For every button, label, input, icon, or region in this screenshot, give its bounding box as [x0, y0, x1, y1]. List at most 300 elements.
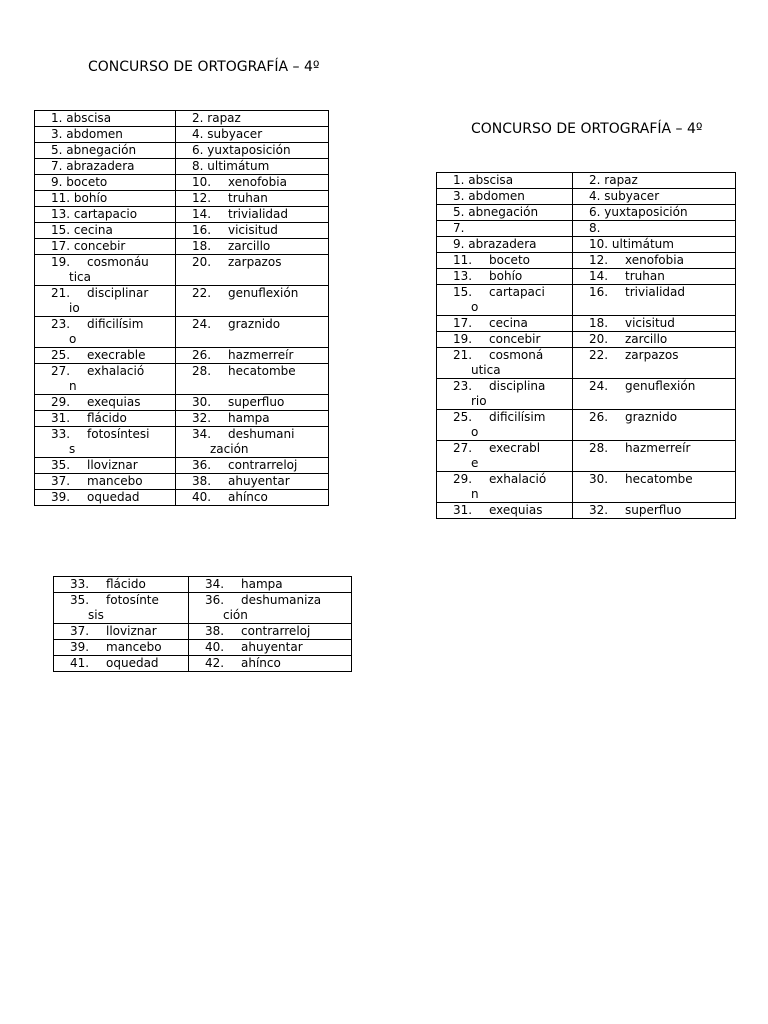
word-number: 32. — [192, 411, 212, 425]
word-cell — [176, 223, 329, 239]
word-text: cosmonáu — [87, 255, 149, 269]
word-text: truhan — [228, 191, 268, 205]
table-row — [437, 379, 736, 410]
word-number: 37. — [51, 474, 71, 488]
word-text: rapaz — [207, 111, 241, 125]
word-cell — [35, 317, 176, 348]
word-cell — [176, 255, 329, 286]
word-cell — [189, 656, 352, 672]
table-row — [437, 253, 736, 269]
word-number: 9. — [51, 175, 63, 189]
table-row — [437, 348, 736, 379]
word-text: dificilísim — [87, 317, 144, 331]
word-cell — [437, 316, 573, 332]
word-number: 26. — [192, 348, 212, 362]
table-row — [35, 474, 329, 490]
word-continuation: sis — [88, 608, 104, 622]
table-row — [35, 395, 329, 411]
table-row — [35, 490, 329, 506]
table-row — [35, 458, 329, 474]
word-text: trivialidad — [228, 207, 289, 221]
word-text: oquedad — [87, 490, 140, 504]
word-text: abdomen — [66, 127, 123, 141]
word-number: 23. — [51, 317, 71, 331]
word-continuation: zación — [210, 442, 249, 456]
table-row — [35, 191, 329, 207]
word-number: 14. — [192, 207, 212, 221]
word-number: 25. — [453, 410, 473, 424]
table-row — [35, 175, 329, 191]
word-cell — [189, 624, 352, 640]
word-text: bohío — [489, 269, 523, 283]
word-cell — [35, 191, 176, 207]
word-number: 11. — [453, 253, 473, 267]
word-cell — [189, 593, 352, 624]
word-text: ahuyentar — [241, 640, 303, 654]
word-number: 16. — [589, 285, 609, 299]
word-number: 17. — [51, 239, 71, 253]
word-text: truhan — [625, 269, 665, 283]
word-text: xenofobia — [625, 253, 684, 267]
word-number: 14. — [589, 269, 609, 283]
word-text: flácido — [106, 577, 146, 591]
table-row — [437, 269, 736, 285]
word-cell — [437, 332, 573, 348]
word-text: disciplinar — [87, 286, 149, 300]
word-number: 32. — [589, 503, 609, 517]
word-cell — [176, 111, 329, 127]
word-number: 4. — [589, 189, 601, 203]
word-number: 8. — [589, 221, 601, 235]
word-cell — [573, 410, 736, 441]
word-number: 15. — [453, 285, 473, 299]
word-number: 39. — [70, 640, 90, 654]
word-number: 2. — [192, 111, 204, 125]
word-text: yuxtaposición — [604, 205, 688, 219]
word-text: fotosínte — [106, 593, 159, 607]
word-cell — [573, 221, 736, 237]
table-row — [54, 640, 352, 656]
word-cell — [35, 223, 176, 239]
word-cell — [573, 285, 736, 316]
word-number: 36. — [205, 593, 225, 607]
word-cell — [573, 503, 736, 519]
word-number: 27. — [51, 364, 71, 378]
word-text: abnegación — [468, 205, 539, 219]
word-number: 31. — [453, 503, 473, 517]
word-cell — [437, 269, 573, 285]
word-continuation: n — [471, 487, 479, 501]
word-number: 38. — [205, 624, 225, 638]
word-text: genuflexión — [625, 379, 696, 393]
word-continuation: n — [69, 379, 77, 393]
word-cell — [437, 221, 573, 237]
word-text: contrarreloj — [241, 624, 311, 638]
word-number: 1. — [51, 111, 63, 125]
word-cell — [35, 458, 176, 474]
word-text: cartapacio — [73, 207, 138, 221]
word-text: exequias — [489, 503, 543, 517]
table-row — [437, 472, 736, 503]
word-cell — [176, 458, 329, 474]
word-text: hecatombe — [625, 472, 693, 486]
word-text: boceto — [66, 175, 108, 189]
word-cell — [437, 253, 573, 269]
word-cell — [437, 285, 573, 316]
word-cell — [437, 173, 573, 189]
word-text: zarcillo — [228, 239, 271, 253]
word-number: 18. — [192, 239, 212, 253]
table-row — [54, 577, 352, 593]
word-text: abscisa — [468, 173, 514, 187]
word-number: 20. — [589, 332, 609, 346]
word-cell — [189, 640, 352, 656]
word-number: 4. — [192, 127, 204, 141]
word-cell — [437, 379, 573, 410]
table-row — [35, 127, 329, 143]
word-cell — [176, 411, 329, 427]
word-cell — [35, 143, 176, 159]
word-cell — [35, 286, 176, 317]
table-row — [35, 159, 329, 175]
word-text: contrarreloj — [228, 458, 298, 472]
word-cell — [176, 143, 329, 159]
word-cell — [35, 348, 176, 364]
word-cell — [573, 332, 736, 348]
word-text: subyacer — [604, 189, 660, 203]
word-cell — [573, 189, 736, 205]
word-cell — [35, 175, 176, 191]
word-number: 42. — [205, 656, 225, 670]
word-cell — [35, 411, 176, 427]
word-number: 3. — [453, 189, 465, 203]
word-number: 2. — [589, 173, 601, 187]
word-text: exhalació — [489, 472, 547, 486]
word-text: rapaz — [604, 173, 638, 187]
table-row — [35, 239, 329, 255]
word-text: lloviznar — [87, 458, 138, 472]
word-number: 9. — [453, 237, 465, 251]
word-text: abscisa — [66, 111, 112, 125]
word-cell — [54, 640, 189, 656]
word-cell — [437, 441, 573, 472]
word-cell — [35, 427, 176, 458]
word-text: ahínco — [241, 656, 281, 670]
word-number: 27. — [453, 441, 473, 455]
word-text: abdomen — [468, 189, 525, 203]
word-number: 26. — [589, 410, 609, 424]
table-row — [35, 111, 329, 127]
word-continuation: s — [69, 442, 76, 456]
word-number: 30. — [192, 395, 212, 409]
word-text: trivialidad — [625, 285, 686, 299]
word-text: abnegación — [66, 143, 137, 157]
word-cell — [176, 474, 329, 490]
word-text: graznido — [625, 410, 678, 424]
word-number: 11. — [51, 191, 71, 205]
word-number: 35. — [51, 458, 71, 472]
word-text: ultimátum — [207, 159, 270, 173]
word-cell — [189, 577, 352, 593]
word-cell — [573, 173, 736, 189]
word-number: 6. — [589, 205, 601, 219]
word-number: 37. — [70, 624, 90, 638]
word-number: 40. — [192, 490, 212, 504]
word-table-right — [436, 172, 736, 519]
word-text: zarpazos — [625, 348, 679, 362]
word-text: exequias — [87, 395, 141, 409]
word-cell — [176, 427, 329, 458]
word-cell — [35, 364, 176, 395]
word-cell — [176, 348, 329, 364]
word-continuation: tica — [69, 270, 91, 284]
word-number: 29. — [453, 472, 473, 486]
word-text: xenofobia — [228, 175, 287, 189]
word-cell — [573, 379, 736, 410]
word-text: cecina — [73, 223, 113, 237]
word-text: hecatombe — [228, 364, 296, 378]
word-cell — [35, 111, 176, 127]
word-text: dificilísim — [489, 410, 546, 424]
word-text: deshumani — [228, 427, 295, 441]
word-text: hazmerreír — [625, 441, 691, 455]
word-cell — [437, 472, 573, 503]
word-number: 40. — [205, 640, 225, 654]
word-number: 30. — [589, 472, 609, 486]
word-continuation: utica — [471, 363, 501, 377]
word-number: 13. — [453, 269, 473, 283]
word-text: bohío — [73, 191, 108, 205]
word-text: cartapaci — [489, 285, 545, 299]
word-text: genuflexión — [228, 286, 299, 300]
word-cell — [54, 577, 189, 593]
word-number: 5. — [453, 205, 465, 219]
table-row — [35, 223, 329, 239]
word-text: abrazadera — [468, 237, 537, 251]
word-text: hampa — [241, 577, 283, 591]
word-number: 28. — [589, 441, 609, 455]
word-cell — [176, 286, 329, 317]
word-text: superfluo — [228, 395, 285, 409]
word-number: 6. — [192, 143, 204, 157]
word-cell — [176, 175, 329, 191]
word-cell — [437, 205, 573, 221]
word-text: zarpazos — [228, 255, 282, 269]
table-row — [437, 285, 736, 316]
word-text: execrable — [87, 348, 146, 362]
word-continuation: o — [69, 332, 77, 346]
table-row — [437, 205, 736, 221]
word-cell — [35, 207, 176, 223]
word-number: 34. — [192, 427, 212, 441]
table-row — [437, 503, 736, 519]
word-number: 38. — [192, 474, 212, 488]
word-text: vicisitud — [228, 223, 278, 237]
word-table-bottom — [53, 576, 352, 672]
word-number: 33. — [51, 427, 71, 441]
table-row — [437, 332, 736, 348]
word-number: 28. — [192, 364, 212, 378]
word-cell — [35, 239, 176, 255]
word-text: flácido — [87, 411, 127, 425]
word-number: 31. — [51, 411, 71, 425]
word-text: mancebo — [87, 474, 143, 488]
word-number: 34. — [205, 577, 225, 591]
word-text: lloviznar — [106, 624, 157, 638]
word-number: 5. — [51, 143, 63, 157]
word-number: 22. — [589, 348, 609, 362]
table-row — [437, 441, 736, 472]
word-number: 15. — [51, 223, 71, 237]
table-row — [437, 189, 736, 205]
table-row — [35, 286, 329, 317]
word-number: 35. — [70, 593, 90, 607]
word-text: cecina — [489, 316, 528, 330]
word-number: 21. — [51, 286, 71, 300]
word-cell — [35, 255, 176, 286]
word-cell — [54, 656, 189, 672]
word-cell — [176, 490, 329, 506]
word-cell — [573, 472, 736, 503]
word-text: hampa — [228, 411, 270, 425]
word-text: cosmoná — [489, 348, 544, 362]
word-cell — [573, 316, 736, 332]
word-cell — [54, 624, 189, 640]
word-text: superfluo — [625, 503, 682, 517]
word-text: yuxtaposición — [207, 143, 291, 157]
word-cell — [437, 348, 573, 379]
word-cell — [573, 269, 736, 285]
word-number: 23. — [453, 379, 473, 393]
word-number: 20. — [192, 255, 212, 269]
word-number: 24. — [589, 379, 609, 393]
word-text: concebir — [73, 239, 126, 253]
word-text: abrazadera — [66, 159, 135, 173]
table-row — [437, 237, 736, 253]
word-cell — [176, 159, 329, 175]
word-number: 7. — [453, 221, 465, 235]
word-text: subyacer — [207, 127, 263, 141]
word-cell — [176, 317, 329, 348]
page-title-right: CONCURSO DE ORTOGRAFÍA – 4º — [471, 121, 703, 137]
table-row — [35, 348, 329, 364]
word-text: boceto — [489, 253, 530, 267]
word-text: graznido — [228, 317, 281, 331]
page-title-left: CONCURSO DE ORTOGRAFÍA – 4º — [88, 59, 320, 75]
word-cell — [573, 237, 736, 253]
word-number: 8. — [192, 159, 204, 173]
word-number: 33. — [70, 577, 90, 591]
word-number: 12. — [589, 253, 609, 267]
word-cell — [437, 410, 573, 441]
word-text: oquedad — [106, 656, 159, 670]
word-cell — [35, 159, 176, 175]
word-text: disciplina — [489, 379, 546, 393]
table-row — [437, 410, 736, 441]
table-row — [54, 593, 352, 624]
word-cell — [573, 441, 736, 472]
word-number: 24. — [192, 317, 212, 331]
word-cell — [176, 364, 329, 395]
word-continuation: ción — [223, 608, 248, 622]
word-cell — [176, 395, 329, 411]
word-table-left — [34, 110, 329, 506]
word-text: ultimátum — [611, 237, 674, 251]
word-number: 12. — [192, 191, 212, 205]
word-number: 1. — [453, 173, 465, 187]
word-number: 3. — [51, 127, 63, 141]
word-number: 29. — [51, 395, 71, 409]
table-row — [54, 624, 352, 640]
word-cell — [437, 237, 573, 253]
word-cell — [437, 189, 573, 205]
word-cell — [437, 503, 573, 519]
word-text: vicisitud — [625, 316, 675, 330]
word-text: hazmerreír — [228, 348, 294, 362]
table-row — [437, 221, 736, 237]
word-cell — [35, 490, 176, 506]
word-number: 7. — [51, 159, 63, 173]
table-row — [35, 317, 329, 348]
word-text: concebir — [489, 332, 541, 346]
word-cell — [35, 395, 176, 411]
table-row — [35, 255, 329, 286]
word-number: 10. — [589, 237, 609, 251]
word-number: 21. — [453, 348, 473, 362]
word-text: mancebo — [106, 640, 162, 654]
table-row — [54, 656, 352, 672]
table-row — [437, 316, 736, 332]
table-row — [437, 173, 736, 189]
word-number: 39. — [51, 490, 71, 504]
word-cell — [573, 253, 736, 269]
word-number: 18. — [589, 316, 609, 330]
word-continuation: io — [69, 301, 80, 315]
word-text: exhalació — [87, 364, 145, 378]
table-row — [35, 411, 329, 427]
word-number: 16. — [192, 223, 212, 237]
word-number: 22. — [192, 286, 212, 300]
word-cell — [35, 474, 176, 490]
word-number: 25. — [51, 348, 71, 362]
word-number: 10. — [192, 175, 212, 189]
table-row — [35, 207, 329, 223]
word-continuation: rio — [471, 394, 487, 408]
word-text: execrabl — [489, 441, 541, 455]
word-number: 36. — [192, 458, 212, 472]
word-cell — [176, 191, 329, 207]
word-text: deshumaniza — [241, 593, 322, 607]
word-cell — [573, 205, 736, 221]
word-continuation: o — [471, 425, 479, 439]
word-cell — [176, 239, 329, 255]
word-number: 41. — [70, 656, 90, 670]
word-number: 17. — [453, 316, 473, 330]
word-cell — [54, 593, 189, 624]
word-continuation: e — [471, 456, 479, 470]
word-cell — [35, 127, 176, 143]
word-text: ahuyentar — [228, 474, 290, 488]
word-text: zarcillo — [625, 332, 668, 346]
word-cell — [573, 348, 736, 379]
word-continuation: o — [471, 300, 479, 314]
word-number: 19. — [453, 332, 473, 346]
word-number: 19. — [51, 255, 71, 269]
word-cell — [176, 207, 329, 223]
word-cell — [176, 127, 329, 143]
word-text: ahínco — [228, 490, 268, 504]
word-number: 13. — [51, 207, 71, 221]
